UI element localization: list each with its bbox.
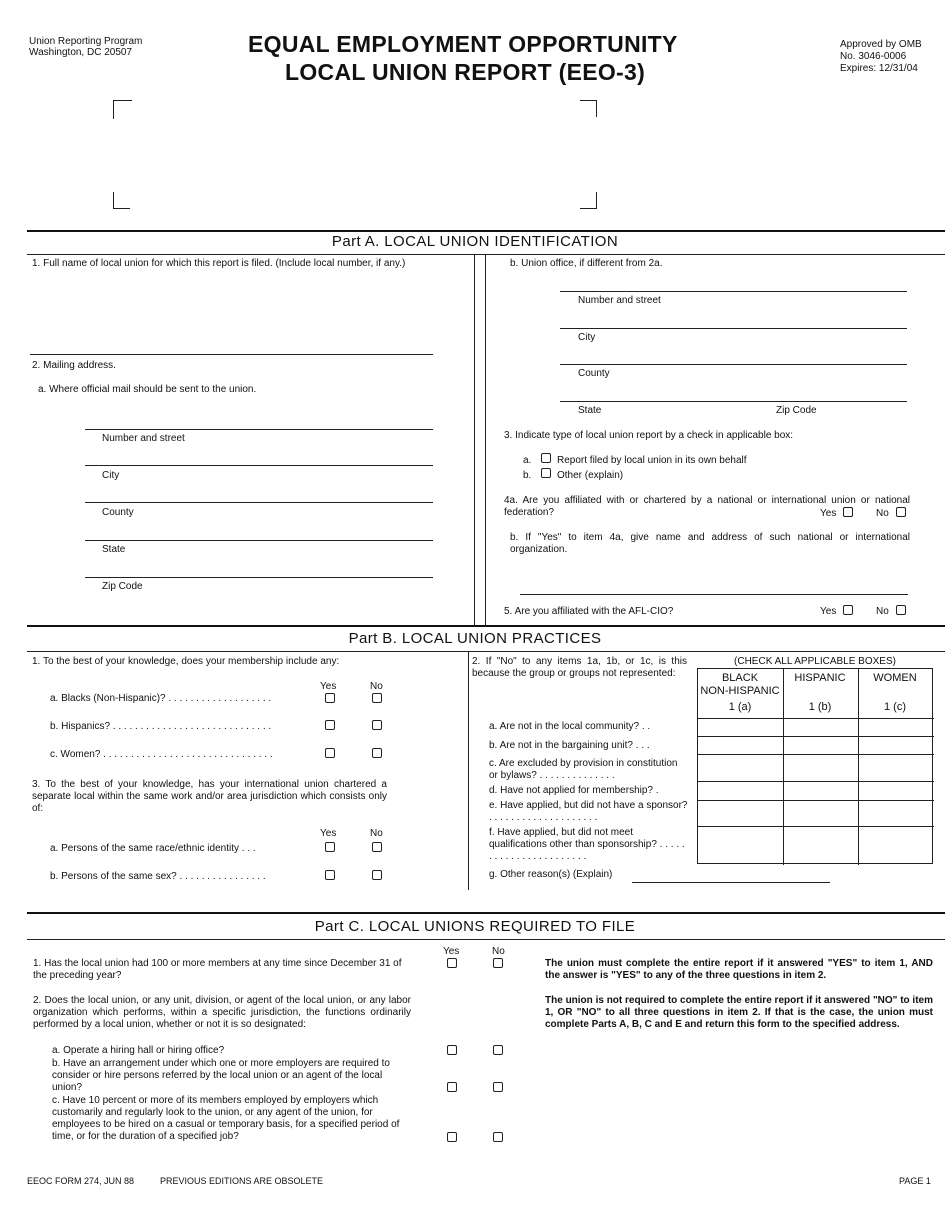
- col-women-number: 1 (c): [884, 701, 906, 713]
- part-b-top-rule: [27, 625, 945, 627]
- hundred-members-no-checkbox[interactable]: [493, 958, 503, 968]
- part-b-q1-yes-label: Yes: [320, 681, 337, 692]
- part-a-divider-1: [474, 255, 475, 625]
- part-b-q2d: d. Have not applied for membership? .: [489, 785, 659, 796]
- office-city-label: City: [578, 332, 596, 343]
- part-b-q2b: b. Are not in the bargaining unit? . . .: [489, 740, 650, 751]
- part-c-title-rule: [27, 939, 945, 940]
- same-sex-yes-checkbox[interactable]: [325, 870, 335, 880]
- part-b-title-rule: [27, 651, 945, 652]
- form-title-line2: LOCAL UNION REPORT (EEO-3): [285, 59, 646, 85]
- mail-state-line[interactable]: [85, 540, 433, 541]
- hiring-hall-no-checkbox[interactable]: [493, 1045, 503, 1055]
- union-name-field[interactable]: [30, 354, 433, 355]
- part-c-q1: 1. Has the local union had 100 or more members at any time since December 31 of the preceding year?: [33, 958, 402, 981]
- part-a-q2a: a. Where official mail should be sent to the union.: [38, 384, 257, 395]
- part-b-title: Part B. LOCAL UNION PRACTICES: [348, 630, 602, 647]
- part-b-q3a: a. Persons of the same race/ethnic identity . . .: [50, 843, 256, 854]
- col-women-label: WOMEN: [873, 672, 917, 684]
- referral-arrangement-yes-checkbox[interactable]: [447, 1082, 457, 1092]
- part-b-q2c: c. Are excluded by provision in constitution or bylaws? . . . . . . . . . . . . . .: [489, 758, 678, 781]
- address-window-corner-tl: [113, 100, 132, 119]
- address-window-corner-br: [580, 192, 597, 209]
- representation-table: [697, 668, 933, 864]
- part-a-q3a-letter: a.: [523, 455, 532, 466]
- affiliated-national-yes-checkbox[interactable]: [843, 507, 853, 517]
- office-city-line[interactable]: [560, 328, 907, 329]
- mail-number-street-label: Number and street: [102, 433, 185, 444]
- check-all-label: (CHECK ALL APPLICABLE BOXES): [734, 656, 896, 667]
- omb-number: No. 3046-0006: [840, 51, 907, 62]
- report-other-checkbox[interactable]: [541, 468, 551, 478]
- address-window-corner-tr: [580, 100, 597, 117]
- national-org-field[interactable]: [520, 594, 908, 595]
- omb-expiration: Expires: 12/31/04: [840, 63, 918, 74]
- report-own-behalf-checkbox[interactable]: [541, 453, 551, 463]
- mail-city-label: City: [102, 470, 120, 481]
- office-county-label: County: [578, 368, 610, 379]
- part-a-q1: 1. Full name of local union for which this report is filed. (Include local number, if any.): [32, 258, 406, 269]
- affiliated-national-no-checkbox[interactable]: [896, 507, 906, 517]
- part-a-divider-2: [485, 255, 486, 625]
- part-b-divider: [468, 652, 469, 890]
- part-c-q2: 2. Does the local union, or any unit, division, or agent of the local union, or any labor organization which performs, within a specific jurisdiction, the functions ordinarily performed by a local union, whether or not it is so designated:: [33, 995, 411, 1030]
- office-zip-label: Zip Code: [776, 405, 817, 416]
- form-id: EEOC FORM 274, JUN 88: [27, 1176, 135, 1186]
- women-no-checkbox[interactable]: [372, 748, 382, 758]
- col-black-sublabel: NON-HISPANIC: [700, 685, 780, 697]
- same-race-no-checkbox[interactable]: [372, 842, 382, 852]
- casual-hire-yes-checkbox[interactable]: [447, 1132, 457, 1142]
- part-b-q1-no-label: No: [370, 681, 383, 692]
- part-a-q4a-no-label: No: [876, 508, 889, 519]
- part-b-q1b: b. Hispanics? . . . . . . . . . . . . . . . . . . . . . . . . . . . . .: [50, 721, 272, 732]
- part-a-top-rule: [27, 230, 945, 232]
- mail-county-label: County: [102, 507, 134, 518]
- blacks-no-checkbox[interactable]: [372, 693, 382, 703]
- col-black-label: BLACK: [721, 672, 759, 684]
- col-hispanic-label: HISPANIC: [794, 672, 846, 684]
- part-a-q3a-label: Report filed by local union in its own behalf: [557, 455, 747, 466]
- part-b-q3b: b. Persons of the same sex? . . . . . . . . . . . . . . . .: [50, 871, 266, 882]
- part-c-q2c: c. Have 10 percent or more of its members employed by employers which customarily and regularly look to the union, or any agent of the union, for employees to be hired on a casual or temporary basis, for a specified period of time, or for the duration of a specified job?: [52, 1095, 400, 1142]
- part-a-q3b-letter: b.: [523, 470, 532, 481]
- part-a-q4a: 4a. Are you affiliated with or chartered by a national or international union or national federation?: [504, 495, 910, 518]
- part-c-no-label: No: [492, 946, 505, 957]
- blacks-yes-checkbox[interactable]: [325, 693, 335, 703]
- part-b-q1: 1. To the best of your knowledge, does your membership include any:: [32, 656, 340, 667]
- part-a-q2b: b. Union office, if different from 2a.: [510, 258, 663, 269]
- part-c-note-not-required: The union is not required to complete the entire report if it answered "NO" to item 1, OR "NO" to all three questions in item 2. If that is the case, the union must complete Parts A, B, C and E and return this form to the specified address.: [545, 995, 933, 1030]
- office-state-label: State: [578, 405, 602, 416]
- part-b-q3-yes-label: Yes: [320, 828, 337, 839]
- hiring-hall-yes-checkbox[interactable]: [447, 1045, 457, 1055]
- part-a-q3b-label: Other (explain): [557, 470, 624, 481]
- col-black-number: 1 (a): [728, 701, 752, 713]
- part-b-q2g: g. Other reason(s) (Explain): [489, 869, 613, 880]
- same-race-yes-checkbox[interactable]: [325, 842, 335, 852]
- col-hispanic-number: 1 (b): [808, 701, 832, 713]
- form-title-line1: EQUAL EMPLOYMENT OPPORTUNITY: [248, 31, 678, 57]
- program-address: Washington, DC 20507: [29, 47, 133, 58]
- omb-approval: Approved by OMB: [840, 39, 922, 50]
- part-b-q3: 3. To the best of your knowledge, has your international union chartered a separate local within the same work and/or area jurisdiction which consists only of:: [32, 779, 387, 814]
- part-b-q2a: a. Are not in the local community? . .: [489, 721, 651, 732]
- women-yes-checkbox[interactable]: [325, 748, 335, 758]
- mail-county-line[interactable]: [85, 502, 433, 503]
- part-a-title-rule: [27, 254, 945, 255]
- part-a-title: Part A. LOCAL UNION IDENTIFICATION: [331, 233, 619, 250]
- office-number-street-line[interactable]: [560, 291, 907, 292]
- part-a-q5-no-label: No: [876, 606, 889, 617]
- part-b-q3-no-label: No: [370, 828, 383, 839]
- part-a-q4a-yes-label: Yes: [820, 508, 837, 519]
- mail-zip-line[interactable]: [85, 577, 433, 578]
- casual-hire-no-checkbox[interactable]: [493, 1132, 503, 1142]
- mail-state-label: State: [102, 544, 126, 555]
- afl-cio-no-checkbox[interactable]: [896, 605, 906, 615]
- part-b-q2f: f. Have applied, but did not meet qualifications other than sponsorship? . . . . . . . . . . . . . . . . . . . . . . .: [489, 827, 685, 862]
- hispanics-yes-checkbox[interactable]: [325, 720, 335, 730]
- hispanics-no-checkbox[interactable]: [372, 720, 382, 730]
- part-b-q2: 2. If "No" to any items 1a, 1b, or 1c, is this because the group or groups not represented:: [472, 656, 687, 679]
- page-number: PAGE 1: [899, 1176, 931, 1186]
- part-b-q2e: e. Have applied, but did not have a sponsor? . . . . . . . . . . . . . . . . . . . .: [489, 800, 688, 823]
- mail-city-line[interactable]: [85, 465, 433, 466]
- part-b-q1c: c. Women? . . . . . . . . . . . . . . . . . . . . . . . . . . . . . . .: [50, 749, 273, 760]
- part-c-q2b: b. Have an arrangement under which one or more employers are required to consider or hire persons referred by the local union or an agent of the local union?: [52, 1058, 390, 1093]
- obsolete-notice: PREVIOUS EDITIONS ARE OBSOLETE: [160, 1176, 324, 1186]
- same-sex-no-checkbox[interactable]: [372, 870, 382, 880]
- part-c-note-must-complete: The union must complete the entire report if it answered "YES" to item 1, AND the answer is "YES" to any of the three questions in item 2.: [545, 958, 933, 981]
- office-county-line[interactable]: [560, 364, 907, 365]
- address-window-corner-bl: [113, 192, 130, 209]
- part-b-q1a: a. Blacks (Non-Hispanic)? . . . . . . . . . . . . . . . . . . .: [50, 693, 272, 704]
- other-reason-field[interactable]: [632, 882, 830, 883]
- mail-zip-label: Zip Code: [102, 581, 143, 592]
- afl-cio-yes-checkbox[interactable]: [843, 605, 853, 615]
- part-c-title: Part C. LOCAL UNIONS REQUIRED TO FILE: [314, 918, 636, 935]
- program-name: Union Reporting Program: [29, 36, 143, 47]
- office-state-zip-line[interactable]: [560, 401, 907, 402]
- office-number-street-label: Number and street: [578, 295, 661, 306]
- part-a-q3: 3. Indicate type of local union report by a check in applicable box:: [504, 430, 794, 441]
- part-a-q4b: b. If "Yes" to item 4a, give name and address of such national or international organization.: [510, 532, 910, 555]
- part-c-top-rule: [27, 912, 945, 914]
- part-a-q5-yes-label: Yes: [820, 606, 837, 617]
- part-a-q2: 2. Mailing address.: [32, 360, 116, 371]
- referral-arrangement-no-checkbox[interactable]: [493, 1082, 503, 1092]
- part-c-q2a: a. Operate a hiring hall or hiring office?: [52, 1045, 225, 1056]
- part-a-q5: 5. Are you affiliated with the AFL-CIO?: [504, 606, 674, 617]
- mail-number-street-line[interactable]: [85, 429, 433, 430]
- hundred-members-yes-checkbox[interactable]: [447, 958, 457, 968]
- part-c-yes-label: Yes: [443, 946, 460, 957]
